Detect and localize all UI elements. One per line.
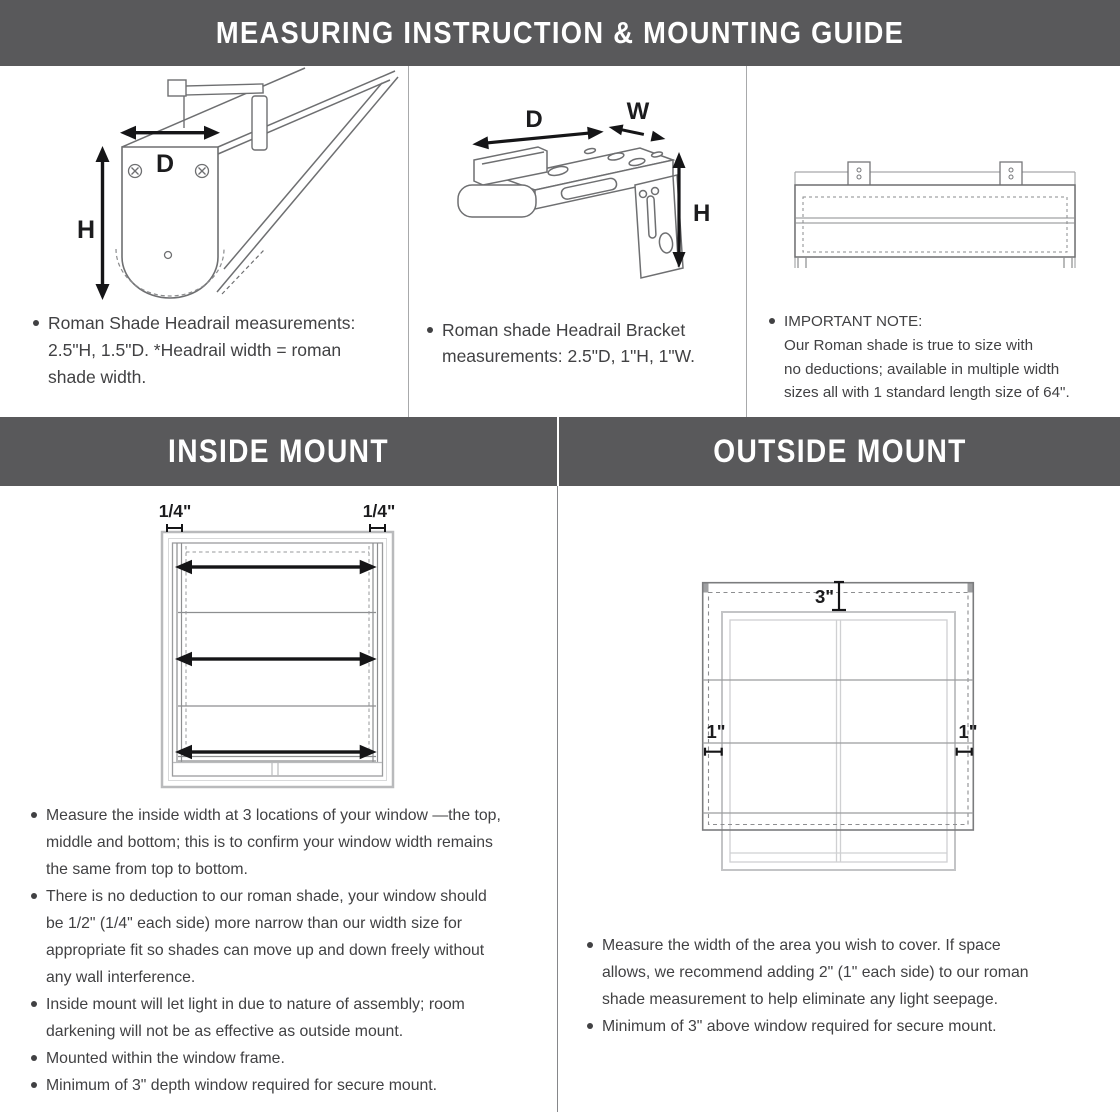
page-title: MEASURING INSTRUCTION & MOUNTING GUIDE	[215, 15, 905, 50]
height-label: H	[693, 200, 711, 227]
bullet-item	[28, 802, 553, 883]
bullet-item	[424, 317, 744, 369]
note-line: measurements: 2.5"D, 1"H, 1"W.	[442, 346, 696, 366]
note-line: Mounted within the window frame.	[46, 1050, 285, 1067]
note-line: Our Roman shade is true to size with	[784, 336, 1034, 354]
note-line: Inside mount will let light in due to nature of assembly; room	[46, 996, 465, 1013]
note-line: Minimum of 3" above window required for secure mount.	[602, 1018, 997, 1035]
bullet-item	[584, 932, 1114, 1013]
note-line: Minimum of 3" depth window required for secure mount.	[46, 1077, 438, 1094]
note-line: Roman shade Headrail Bracket	[442, 320, 686, 340]
headrail-bracket-clip	[168, 80, 267, 150]
note-line: IMPORTANT NOTE:	[784, 313, 923, 330]
bullet-item	[28, 1072, 553, 1099]
bullet-item	[766, 310, 1116, 405]
note-line: any wall interference.	[46, 969, 196, 986]
section-divider	[557, 486, 558, 1112]
panel-divider	[408, 66, 409, 417]
important-note	[766, 310, 1116, 405]
note-line: allows, we recommend adding 2" (1" each side) to our roman	[602, 964, 1029, 981]
bracket-body	[458, 147, 683, 278]
bullet-item	[30, 310, 400, 391]
headrail-diagram	[50, 66, 400, 316]
side-right-label: 1"	[958, 721, 978, 742]
note-line: 2.5"H, 1.5"D. *Headrail width = roman	[48, 340, 342, 360]
panel-divider	[746, 66, 747, 417]
note-line: There is no deduction to our roman shade, your window should	[46, 888, 487, 905]
side-left-label: 1"	[706, 721, 726, 742]
depth-label: D	[525, 106, 543, 133]
bullet-item	[28, 883, 553, 991]
note-line: darkening will not be as effective as outside mount.	[46, 1023, 404, 1040]
inside-mount-band	[0, 417, 557, 486]
headrail-front	[795, 185, 1075, 257]
height-label: H	[76, 216, 96, 244]
inside-mount-window-diagram	[150, 495, 405, 795]
gap-right-label: 1/4"	[362, 501, 396, 521]
note-line: the same from top to bottom.	[46, 861, 248, 878]
note-line: Measure the inside width at 3 locations of your window —the top,	[46, 807, 501, 824]
note-line: appropriate fit so shades can move up and down freely without	[46, 942, 485, 959]
note-line: middle and bottom; this is to confirm your window width remains	[46, 834, 493, 851]
bracket-holes	[857, 168, 1013, 179]
outside-mount-window-diagram	[690, 570, 990, 880]
bullet-item	[28, 1045, 553, 1072]
note-line: no deductions; available in multiple width	[784, 360, 1060, 378]
depth-label: D	[155, 150, 175, 178]
inside-mount-instructions	[28, 802, 553, 1099]
outside-mount-instructions	[584, 932, 1114, 1040]
bracket-tab-right	[968, 584, 973, 593]
note-line: shade width.	[48, 367, 147, 387]
bracket-diagram	[430, 90, 720, 290]
note-line: sizes all with 1 standard length size of 64".	[784, 384, 1070, 402]
shade-legs	[798, 257, 1072, 268]
note-line: Measure the width of the area you wish to cover. If space	[602, 937, 1001, 954]
bracket-tab-left	[704, 584, 709, 593]
note-line: Roman Shade Headrail measurements:	[48, 313, 356, 333]
top-gap-label: 3"	[814, 586, 834, 607]
outside-mount-heading: OUTSIDE MOUNT	[712, 433, 967, 469]
outside-mount-band	[559, 417, 1120, 486]
mounting-brackets	[848, 162, 1022, 186]
headrail-note	[30, 310, 400, 391]
inside-mount-heading: INSIDE MOUNT	[168, 433, 389, 469]
bullet-item	[584, 1013, 1114, 1040]
gap-left-label: 1/4"	[158, 501, 192, 521]
bracket-note	[424, 317, 744, 369]
width-label: W	[626, 98, 650, 125]
mounted-shade-diagram	[780, 150, 1090, 275]
title-band	[0, 0, 1120, 66]
note-line: be 1/2" (1/4" each side) more narrow than our width size for	[46, 915, 462, 932]
note-line: shade measurement to help eliminate any light seepage.	[602, 991, 999, 1008]
bullet-item	[28, 991, 553, 1045]
